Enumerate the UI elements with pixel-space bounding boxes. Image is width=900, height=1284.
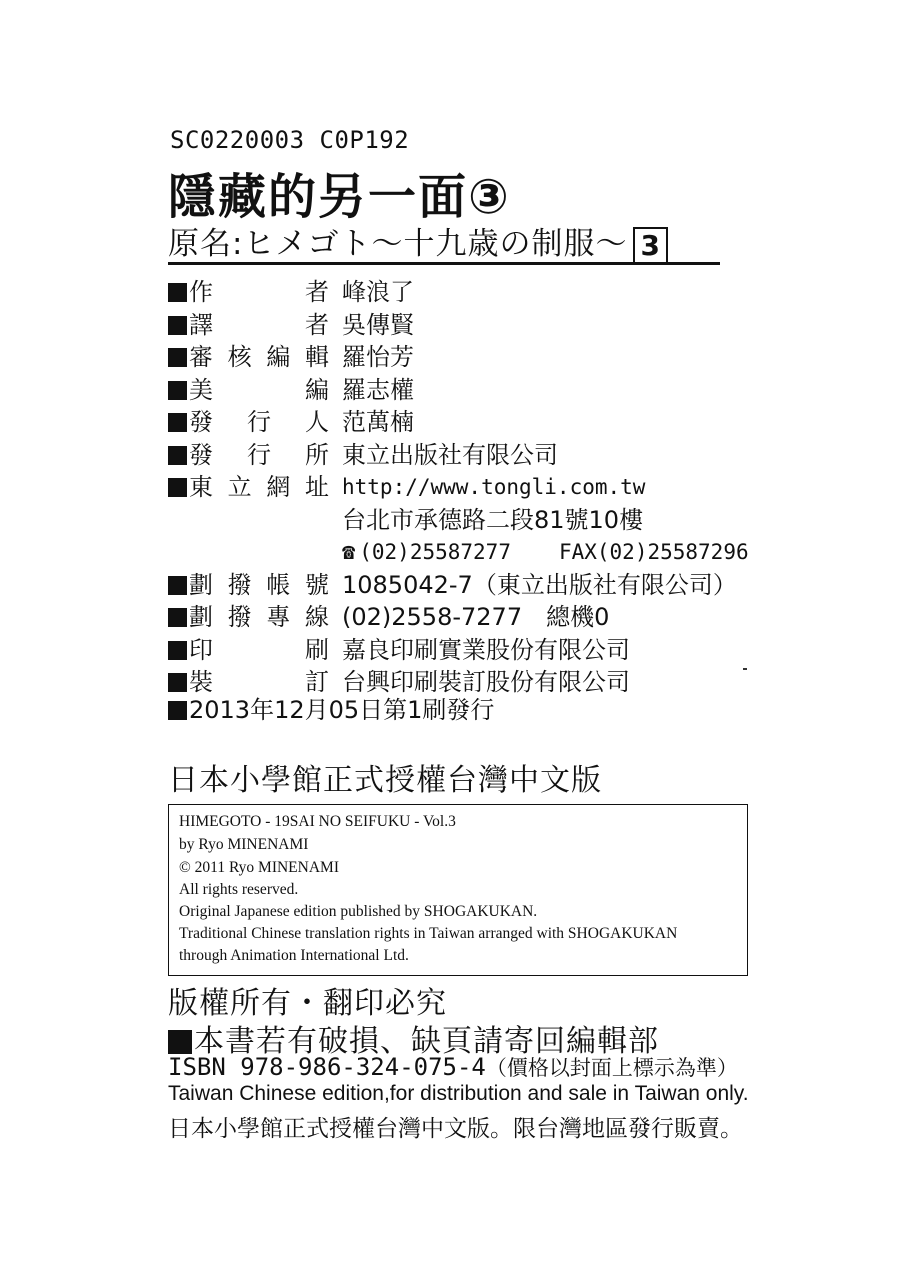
credit-value: 嘉良印刷實業股份有限公司 [342,635,630,664]
rights-notice: 版權所有・翻印必究 [168,986,447,1021]
print-date-line [168,690,494,725]
credit-row [168,536,749,569]
phone-number: (02)25587277 [359,540,511,564]
credit-row [168,601,610,634]
isbn-line [168,1052,738,1082]
credit-label: 劃撥帳號 [189,570,329,599]
square-bullet-icon [168,316,187,335]
credit-row [168,309,414,342]
copyright-line: © 2011 Ryo MINENAMI [179,859,339,876]
credit-label: 劃撥專線 [189,603,329,631]
credit-row [168,634,630,667]
isbn-number: ISBN 978-986-324-075-4 [168,1053,486,1081]
copyright-line: Original Japanese edition published by SHOGAKUKAN. [179,903,538,920]
book-title: 隱藏的另一面③ [168,169,511,225]
square-bullet-icon [168,381,187,400]
original-title: 原名:ヒメゴト〜十九歳の制服〜 [168,226,628,262]
credit-label: 印 刷 [189,635,329,664]
price-note: （價格以封面上標示為準） [485,1056,738,1080]
edition-notice: 日本小學館正式授權台灣中文版。限台灣地區發行販賣。 [168,1116,743,1142]
credit-row [168,439,558,472]
english-copyright-box [168,804,748,976]
damaged-notice: 本書若有破損、缺頁請寄回編輯部 [194,1024,659,1059]
square-bullet-icon [168,478,187,497]
copyright-line: All rights reserved. [179,881,299,898]
copyright-line: by Ryo MINENAMI [179,836,309,853]
credit-row [168,341,414,374]
credit-value: 1085042-7（東立出版社有限公司） [342,570,737,599]
credit-row [168,471,646,504]
credit-label: 裝 訂 [189,668,329,696]
credit-label: 發行所 [189,440,329,469]
print-mark [743,668,747,670]
catalog-code: SC0220003 C0P192 [170,126,410,154]
credit-row [168,504,644,537]
credit-value: 東立出版社有限公司 [342,440,558,469]
copyright-line: through Animation International Ltd. [179,947,409,964]
credit-value: 羅怡芳 [342,343,414,371]
title-rule [168,262,720,265]
original-title-line [168,218,668,265]
credit-value: 吳傳賢 [342,310,414,339]
square-bullet-icon [168,413,187,432]
credits-list [168,276,749,699]
distribution-notice: Taiwan Chinese edition,for distribution and sale in Taiwan only. [168,1082,749,1105]
square-bullet-icon [168,576,187,595]
credit-label: 東立網址 [189,473,329,501]
credit-value: (02)2558-7277 總機0 [342,603,610,631]
credit-row [168,374,414,407]
credit-label: 美 編 [189,375,329,404]
credit-value: 羅志權 [342,375,414,404]
fax-number: FAX(02)25587296 [558,540,749,564]
credit-value: 范萬楠 [342,408,414,436]
authorization-heading: 日本小學館正式授權台灣中文版 [168,763,602,798]
square-bullet-icon [168,701,187,720]
square-bullet-icon [168,348,187,367]
copyright-line: HIMEGOTO - 19SAI NO SEIFUKU - Vol.3 [179,813,456,830]
telephone-icon: ☎ [342,540,356,565]
square-bullet-icon [168,1030,192,1054]
credit-value: 台興印刷裝訂股份有限公司 [342,668,630,696]
credit-label: 發行人 [189,408,329,436]
credit-label: 審核編輯 [189,343,329,371]
square-bullet-icon [168,283,187,302]
credit-label: 作 者 [189,278,329,306]
credit-row [168,406,414,439]
volume-box: 3 [633,227,667,265]
copyright-line: Traditional Chinese translation rights in Taiwan arranged with SHOGAKUKAN [179,925,678,942]
square-bullet-icon [168,608,187,627]
credit-value: 峰浪了 [342,278,414,306]
credit-row [168,569,737,602]
square-bullet-icon [168,446,187,465]
print-date: 2013年12月05日第1刷發行 [189,696,495,724]
credit-row [168,276,414,309]
credit-label: 譯 者 [189,310,329,339]
website-link[interactable]: http://www.tongli.com.tw [342,475,646,499]
phone-fax-line [342,536,749,570]
address-value: 台北市承德路二段81號10樓 [342,505,644,534]
square-bullet-icon [168,641,187,660]
